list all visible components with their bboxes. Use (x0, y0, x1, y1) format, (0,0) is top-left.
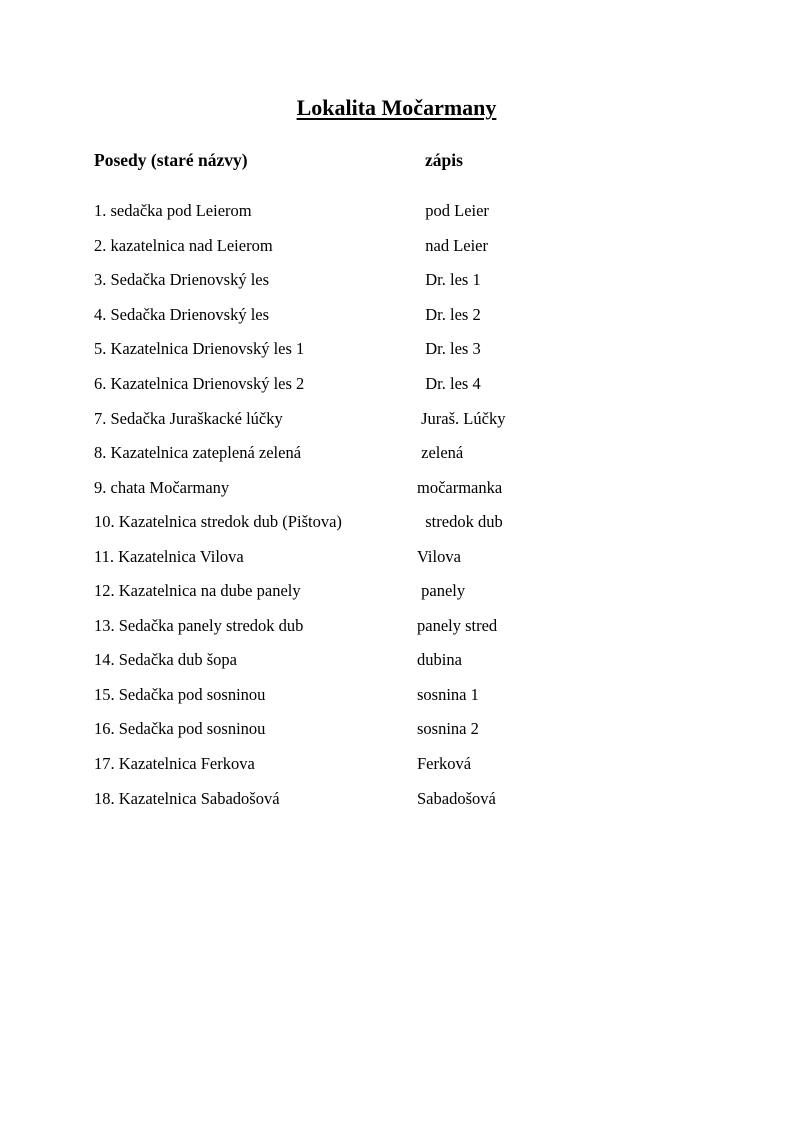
posed-name-cell: 3. Sedačka Drienovský les (94, 270, 270, 290)
posed-name-cell: 8. Kazatelnica zateplená zelená (94, 443, 302, 463)
posed-name-cell: 16. Sedačka pod sosninou (94, 719, 266, 739)
posed-name-cell: 9. chata Močarmany (94, 477, 230, 497)
table-row (0, 401, 793, 436)
table-row (0, 298, 793, 333)
posed-name-cell: 2. kazatelnica nad Leierom (94, 235, 273, 255)
table-row (0, 643, 793, 678)
table-row (0, 609, 793, 644)
zapis-cell: sosnina 1 (417, 684, 479, 704)
column-header-posedy: Posedy (staré názvy) (94, 150, 248, 170)
posed-name-cell: 17. Kazatelnica Ferkova (94, 754, 255, 774)
zapis-cell: pod Leier (417, 201, 489, 221)
table-row (0, 436, 793, 471)
table-row (0, 539, 793, 574)
table-row (0, 678, 793, 713)
zapis-cell: Dr. les 1 (417, 270, 481, 290)
zapis-cell: dubina (417, 650, 462, 670)
table-row (0, 367, 793, 402)
table-row (0, 747, 793, 782)
zapis-cell: Vilova (417, 546, 461, 566)
column-header-zapis: zápis (425, 150, 463, 170)
table-row (0, 781, 793, 816)
zapis-cell: Juraš. Lúčky (417, 408, 506, 428)
table-row (0, 505, 793, 540)
posed-name-cell: 10. Kazatelnica stredok dub (Pištova) (94, 512, 342, 532)
posed-name-cell: 15. Sedačka pod sosninou (94, 684, 266, 704)
table-row (0, 332, 793, 367)
posed-name-cell: 5. Kazatelnica Drienovský les 1 (94, 339, 305, 359)
zapis-cell: Ferková (417, 754, 472, 774)
table-row (0, 712, 793, 747)
table-row (0, 229, 793, 264)
zapis-cell: panely (417, 581, 466, 601)
zapis-cell: Dr. les 2 (417, 304, 481, 324)
posed-name-cell: 12. Kazatelnica na dube panely (94, 581, 301, 601)
posed-name-cell: 1. sedačka pod Leierom (94, 201, 252, 221)
posed-name-cell: 7. Sedačka Juraškacké lúčky (94, 408, 283, 428)
zapis-cell: nad Leier (417, 235, 489, 255)
rows (0, 194, 793, 816)
table-row (0, 194, 793, 229)
zapis-cell: zelená (417, 443, 464, 463)
zapis-cell: Sabadošová (417, 788, 496, 808)
posed-name-cell: 4. Sedačka Drienovský les (94, 304, 270, 324)
posed-name-cell: 14. Sedačka dub šopa (94, 650, 237, 670)
zapis-cell: sosnina 2 (417, 719, 479, 739)
posed-name-cell: 11. Kazatelnica Vilova (94, 546, 244, 566)
posed-name-cell: 6. Kazatelnica Drienovský les 2 (94, 374, 305, 393)
zapis-cell: Dr. les 3 (417, 339, 481, 359)
posed-name-cell: 18. Kazatelnica Sabadošová (94, 788, 280, 808)
zapis-cell: stredok dub (417, 512, 503, 532)
page-title: Lokalita Močarmany (296, 95, 497, 120)
column-headers (0, 150, 793, 172)
zapis-cell: panely stred (417, 615, 498, 635)
zapis-cell: Dr. les 4 (417, 374, 481, 393)
table-row (0, 574, 793, 609)
table-row (0, 263, 793, 298)
table-row (0, 470, 793, 505)
zapis-cell: močarmanka (417, 477, 503, 497)
posed-name-cell: 13. Sedačka panely stredok dub (94, 615, 304, 635)
